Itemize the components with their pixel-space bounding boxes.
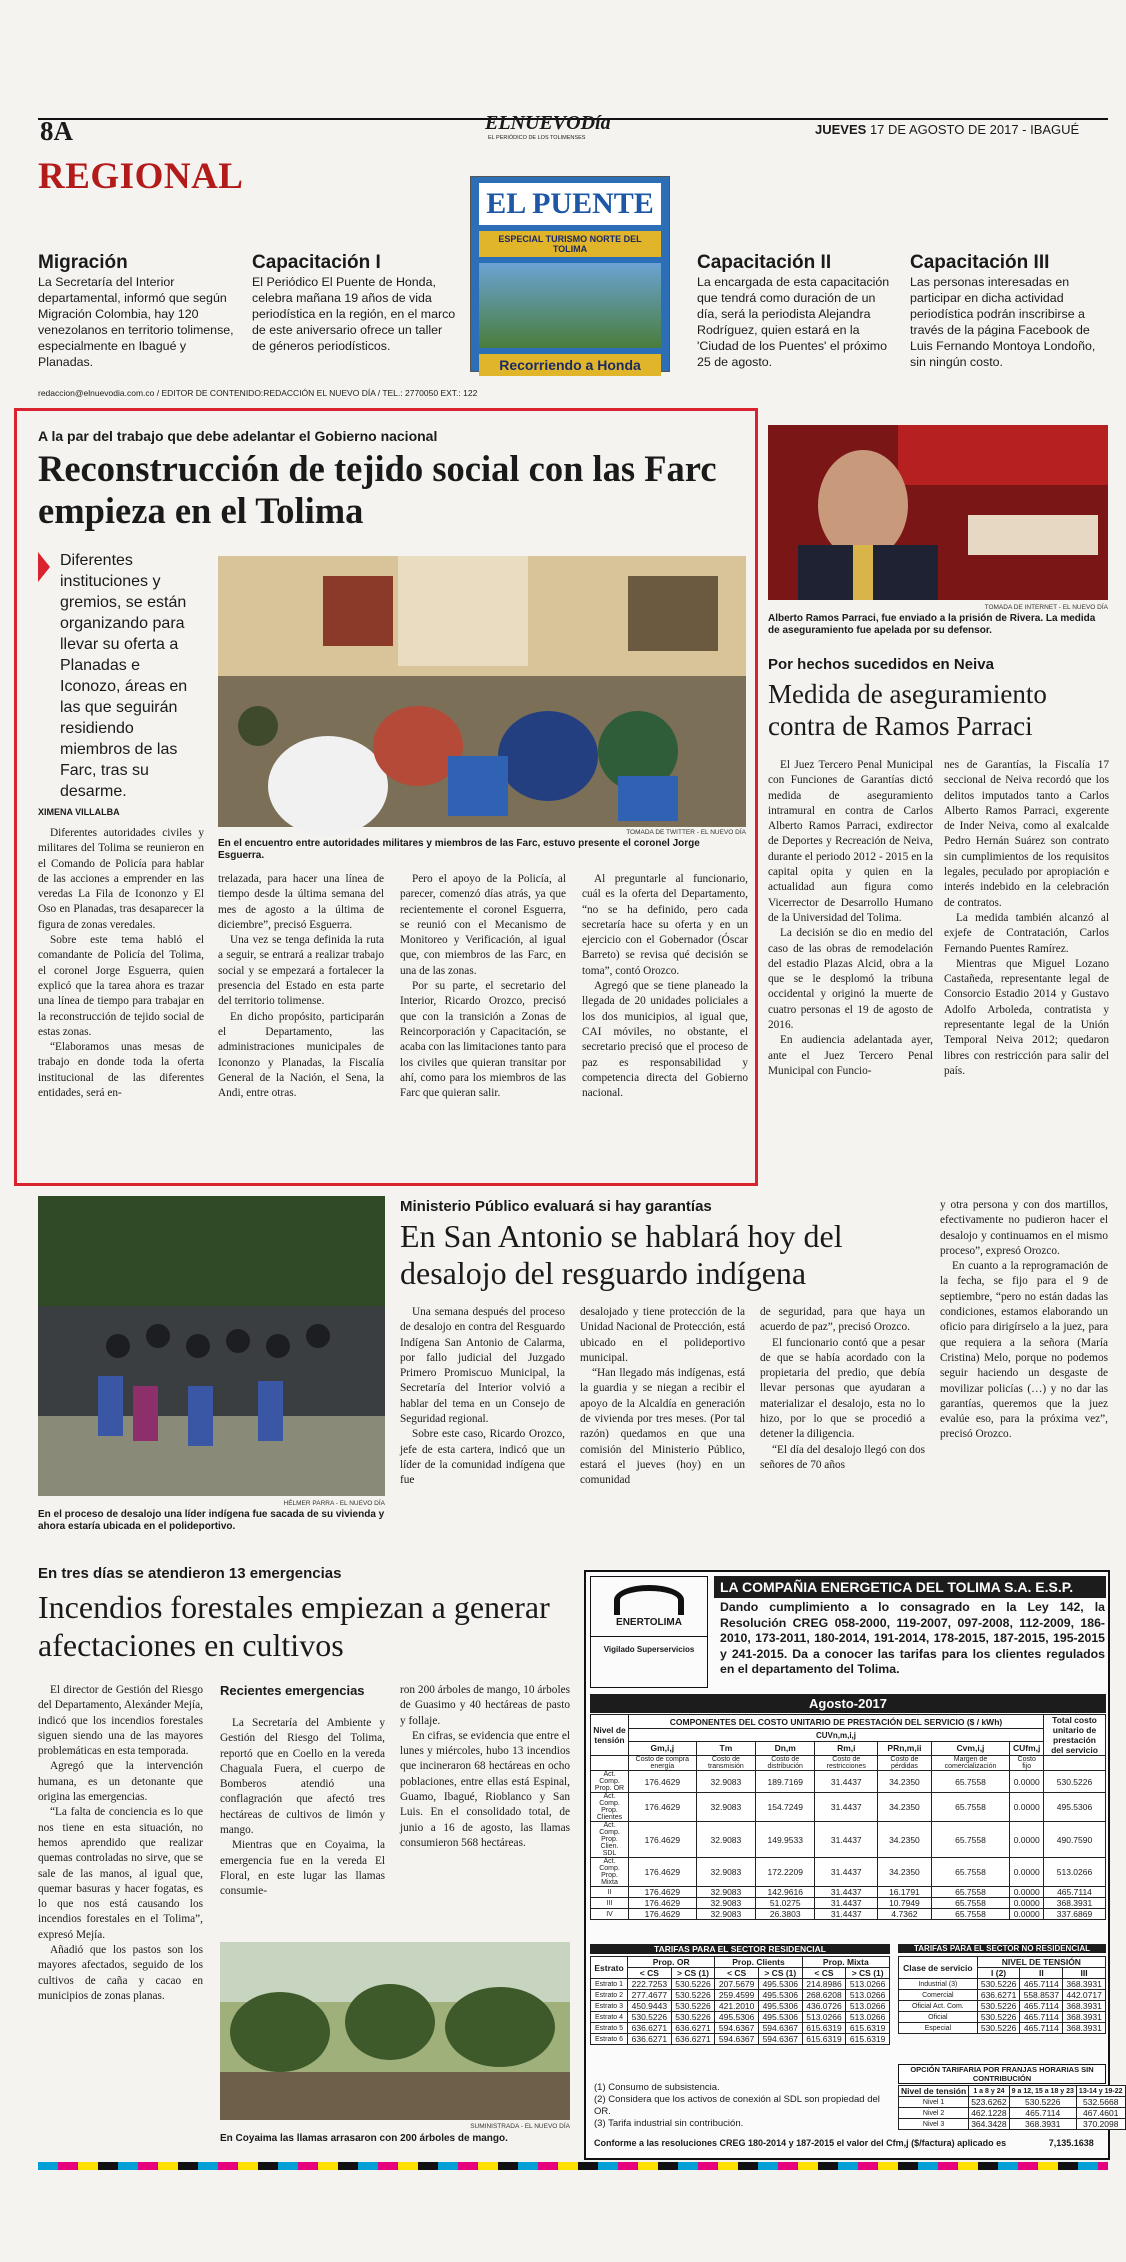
table-row — [899, 2001, 1106, 2012]
contact-line: redaccion@elnuevodia.com.co / EDITOR DE CONTENIDO:REDACCIÓN EL NUEVO DÍA / TEL.: 2770050 EXT.: 122 — [38, 388, 478, 398]
main-caption: En el encuentro entre autoridades militares y miembros de las Farc, estuvo presente el coronel Jorge Esguerra. — [218, 838, 700, 861]
table-cell: 368.3931 — [1009, 2119, 1076, 2130]
table-cell: 0.0000 — [1010, 1887, 1044, 1898]
table-cell: 31.4437 — [815, 1887, 878, 1898]
table-cell: 530.5226 — [977, 2023, 1020, 2034]
table-cell: 442.0717 — [1063, 1990, 1106, 2001]
table-cell: 189.7169 — [756, 1771, 815, 1793]
desalojo-col-1: Una semana después del proceso de desalojo en contra del Resguardo Indígena San Antonio de Calarma, por fallo judicial del Juzgado Primero Promiscuo Municipal, la Secretaría del Interior volvió a hablar del tema en un Consejo de Seguridad regional. Sobre este caso, Ricardo Orozco, jefe de esta cartera, indicó que un líder de la comunidad indígena que fue — [400, 1306, 565, 1487]
section-title: REGIONAL — [38, 156, 244, 197]
table-cell: 465.7114 — [1020, 1979, 1063, 1990]
main-lead: Diferentes instituciones y gremios, se están organizando para llevar su oferta a Planadas e Iconozo, áreas en las que seguirán residiendo miembros de las Farc, tras su desarme. — [60, 552, 188, 800]
incendios-col-1: El director de Gestión del Riesgo del Departamento, Alexánder Mejía, indicó que los incendios forestales siguen siendo una de las mayores problemáticas en esta temporada. Agregó que la intervención humana, es un detonante que origina las emergencias. “La falta de conciencia es lo que nos tiene en esta situación, no hemos aprendido que realizar quemas controladas no sirve, que se sale de las manos, al igual que, quemar basuras y hacer fogatas, es lo que nos está causando los incendios forestales en el Tolima”, expresó Mejía. Añadió que los pastos son los mayores afectados, seguido de los cultivos de caña y cacao en municipios de zonas planas. — [38, 1684, 203, 2002]
table-cell: 594.6367 — [758, 2023, 802, 2034]
res-title: TARIFAS PARA EL SECTOR RESIDENCIAL — [590, 1944, 890, 1954]
table-cell: 0.0000 — [1010, 1793, 1044, 1822]
table-row — [591, 1858, 1106, 1887]
table-cell: 176.4629 — [629, 1771, 697, 1793]
table-cell: 436.0726 — [802, 2001, 846, 2012]
table-cell: 31.4437 — [815, 1898, 878, 1909]
table-cell: Industrial (3) — [899, 1979, 978, 1990]
incendios-col-2: La Secretaría del Ambiente y Gestión del Riesgo del Tolima, reportó que en Coello en la vereda Chaguala Fuera, el cuerpo de Bomberos atendió una conflagración que afectó tres hectáreas de cultivos de limón y mango. Mientras que en Coyaima, la emergencia fue en la vereda El Floral, en este lugar las llamas consumie- — [220, 1717, 385, 1898]
table-cell: 532.5668 — [1076, 2097, 1125, 2108]
table-cell: Estrato 2 — [591, 1990, 628, 2001]
table-cell: 594.6367 — [715, 2023, 759, 2034]
brief-capacitacion-1: Capacitación I El Periódico El Puente de Honda, celebra mañana 19 años de vida periodística en la región, en el marco de este aniversario ofrece un taller de géneros periodísticos. — [252, 252, 456, 353]
main-headline: Reconstrucción de tejido social con las Farc empieza en el Tolima — [38, 448, 717, 531]
desalojo-photo — [38, 1196, 385, 1496]
table-cell: 31.4437 — [815, 1858, 878, 1887]
table-cell: 31.4437 — [815, 1793, 878, 1822]
table-cell: 0.0000 — [1010, 1909, 1044, 1920]
table-cell: 65.7558 — [931, 1909, 1010, 1920]
table-cell: 465.7114 — [1009, 2108, 1076, 2119]
table-row — [899, 1990, 1106, 2001]
table-row — [591, 1979, 890, 1990]
parraci-photo-credit: TOMADA DE INTERNET - EL NUEVO DÍA — [984, 604, 1108, 611]
table-row — [899, 2023, 1106, 2034]
page-number: 8A — [40, 116, 73, 146]
table-cell: 0.0000 — [1010, 1822, 1044, 1858]
masthead-tagline: EL PERIÓDICO DE LOS TOLIMENSES — [488, 135, 586, 141]
table-cell: II — [591, 1887, 629, 1898]
horaria-title: OPCIÓN TARIFARIA POR FRANJAS HORARIAS SIN CONTRIBUCIÓN — [898, 2064, 1106, 2084]
table-cell: Act. Comp. Prop. Clientes — [591, 1793, 629, 1822]
header-date: JUEVES 17 DE AGOSTO DE 2017 - IBAGUÉ — [815, 122, 1080, 137]
parraci-col-2: nes de Garantías, la Fiscalía 17 seccional de Neiva recordó que los delitos imputados tanto a Carlos Alberto Ramos Parraci, exgerente de Inder Neiva, como al exalcalde Pedro Hernán Suárez son contrato sin cumplimientos de los requisitos legales, peculado por apropiación e interés indebido en la celebración de contratos. La medida también alcanzó al exjefe de Contratación, Carlos Fernando Puentes Ramírez. Mientras que Miguel Lozano Castañeda, representante legal de Consorcio Estadio 2014 y Gustavo Adolfo Arboleda, contratista y representante legal de la Unión Temporal Neiva 2012; quedaron libres con restricción para salir del país. — [944, 759, 1109, 1077]
table-row — [591, 2034, 890, 2045]
nres-title: TARIFAS PARA EL SECTOR NO RESIDENCIAL — [898, 1944, 1106, 1953]
table-cell: 32.9083 — [696, 1858, 756, 1887]
table-cell: 495.5306 — [758, 1979, 802, 1990]
table-cell: 530.5226 — [671, 2012, 715, 2023]
main-byline: XIMENA VILLALBA — [38, 807, 120, 817]
ad-month: Agosto-2017 — [590, 1694, 1106, 1713]
table-cell: Estrato 6 — [591, 2034, 628, 2045]
table-cell: 530.5226 — [671, 2001, 715, 2012]
table-cell: 176.4629 — [629, 1858, 697, 1887]
table-cell: 513.0266 — [846, 2001, 890, 2012]
table-cell: 65.7558 — [931, 1822, 1010, 1858]
table-cell: 149.9533 — [756, 1822, 815, 1858]
table-cell: 65.7558 — [931, 1887, 1010, 1898]
enertolima-ad — [584, 1570, 1123, 2160]
table-cell: 530.5226 — [977, 2012, 1020, 2023]
main-col-2: trelazada, para hacer una línea de tiempo desde la última semana del mes de agosto a la última de diciembre”, precisó Esguerra. Una vez se tenga definida la ruta a seguir, se entrará a realizar trabajo social y se empezará a fortalecer la presencia del Estado en esta parte del territorio tolimense. En dicho propósito, participarán el Departamento, las administraciones municipales de Icononzo y Planadas, la Fiscalía General de la Nación, el Sena, la Andi, entre otras. — [218, 873, 384, 1100]
main-col-3: Pero el apoyo de la Policía, al parecer, comenzó días atrás, ya que recientemente el coronel Esguerra, se reunió con el Mecanismo de Monitoreo y Verificación, al igual que, con miembros de las Farc, en una de las zonas. Por su parte, el secretario del Interior, Ricardo Orozco, precisó que con la transición a Zonas de Reincorporación y Capacitación, se acaba con las limitaciones tanto para los civiles que quieran transitar por ahí, como para los miembros de las Farc que quieran salir. — [400, 873, 566, 1100]
table-cell: 421.2010 — [715, 2001, 759, 2012]
table-cell: 467.4601 — [1076, 2108, 1125, 2119]
table-cell: 176.4629 — [629, 1898, 697, 1909]
table-cell: 465.7114 — [1044, 1887, 1106, 1898]
parraci-photo — [768, 425, 1108, 600]
desalojo-col-2: desalojado y tiene protección de la Unidad Nacional de Protección, está ubicado en el polideportivo municipal. “Han llegado más indígenas, está la guardia y se niegan a recibir el apoyo de la Alcaldía en generación de vivienda por tres meses. (Por tal razón) quedamos en que una comisión del Ministerio Público, estará el jueves (hoy) en un comunidad — [580, 1306, 745, 1487]
main-col-1: Diferentes autoridades civiles y militares del Tolima se reunieron en el Comando de Policía para hablar de las acciones a emprender en las veredas La Fila de Icononzo y El Oso en Planadas, tras desaparecer la figura de zonas veredales. Sobre este tema habló el comandante de Policía del Tolima, el coronel Jorge Esguerra, quien explicó que la tarea ahora es trazar una línea de tiempo para trabajar en la reconstrucción de tejido social de estas zonas. “Elaboramos unas mesas de trabajo en donde toda la oferta institucional de las diferentes entidades, será en- — [38, 827, 204, 1100]
table-cell: 34.2350 — [878, 1793, 931, 1822]
table-cell: 495.5306 — [1044, 1793, 1106, 1822]
table-cell: 34.2350 — [878, 1858, 931, 1887]
main-photo-credit: TOMADA DE TWITTER - EL NUEVO DÍA — [626, 829, 746, 836]
table-row — [899, 2012, 1106, 2023]
table-cell: Comercial — [899, 1990, 978, 2001]
table-cell: 513.0266 — [846, 1990, 890, 2001]
incendios-photo-credit: SUMINISTRADA - EL NUEVO DÍA — [470, 2123, 570, 2130]
table-cell: 364.3428 — [969, 2119, 1009, 2130]
table-row — [591, 2023, 890, 2034]
cover-image: EL PUENTE ESPECIAL TURISMO NORTE DEL TOLIMA Recorriendo a Honda — [470, 176, 670, 372]
table-cell: 513.0266 — [1044, 1858, 1106, 1887]
table-row — [591, 1898, 1106, 1909]
table-cell: 615.6319 — [846, 2023, 890, 2034]
table-cell: 368.3931 — [1063, 2001, 1106, 2012]
table-cell: 142.9616 — [756, 1887, 815, 1898]
table-cell: 368.3931 — [1063, 2012, 1106, 2023]
table-cell: 65.7558 — [931, 1898, 1010, 1909]
table-cell: 31.4437 — [815, 1822, 878, 1858]
incendios-subtitle: Recientes emergencias — [220, 1683, 365, 1698]
table-cell: 370.2098 — [1076, 2119, 1125, 2130]
table-cell: 176.4629 — [629, 1822, 697, 1858]
table-row — [591, 1887, 1106, 1898]
table-cell: 495.5306 — [758, 2012, 802, 2023]
table-cell: 490.7590 — [1044, 1822, 1106, 1858]
table-cell: 530.5226 — [1009, 2097, 1076, 2108]
brief-migracion: Migración La Secretaría del Interior departamental, informó que según Migración Colombia, hay 120 venezolanos en territorio tolimense, especialmente en Ibagué y Planadas. — [38, 252, 234, 369]
ad-footer: Conforme a las resoluciones CREG 180-2014 y 187-2015 el valor del Cfm,j ($/factura) aplicado es 7,135.1638 — [594, 2138, 1094, 2148]
table-cell: 222.7253 — [628, 1979, 672, 1990]
table-row — [591, 1771, 1106, 1793]
table-cell: 65.7558 — [931, 1858, 1010, 1887]
table-cell: Nivel 1 — [899, 2097, 969, 2108]
table-cell: 32.9083 — [696, 1793, 756, 1822]
table-cell: 636.6271 — [671, 2023, 715, 2034]
table-cell: 32.9083 — [696, 1771, 756, 1793]
cost-table: Nivel de tensión COMPONENTES DEL COSTO UNITARIO DE PRESTACIÓN DEL SERVICIO ($ / kWh) Total costo unitario de prestación del servicio CUVn,m,i,j Gm,i,j Tm Dn,m Rm,i PRn,m,ii Cvm,i,j CUfm,j Costo de compra energía Costo de transmisión Costo de distribución Costo de restricciones Costo de pérdidas Margen de comercialización Costo fijo Act. Comp. Prop. OR 176.4629 32.9083 189.7169 31.4437 34.2350 65.7558 0.0000 530.5226 Act. Comp. Prop. Clientes 176.4629 32.9083 154.7249 31.4437 34.2350 65.7558 0.0000 495.5306 Act. Comp. Prop. Clien. SDL 176.4629 32.9083 149.9533 31.4437 34.2350 65.7558 0.0000 490.7590 Act. Comp. Prop. Mixta 176.4629 32.9083 172.2209 31.4437 34.2350 65.7558 0.0000 513.0266 II 176.4629 32.9083 142.9616 31.4437 16.1791 65.7558 0.0000 465.7114 III 176.4629 32.9083 51.0275 31.4437 10.7949 65.7558 0.0000 368.3931 IV 176.4629 32.9083 26.3803 31.4437 4.7362 65.7558 0.0000 337.6869 — [590, 1714, 1106, 1920]
table-cell: 558.8537 — [1020, 1990, 1063, 2001]
table-cell: 615.6319 — [802, 2034, 846, 2045]
table-cell: Oficial Act. Com. — [899, 2001, 978, 2012]
table-cell: 34.2350 — [878, 1771, 931, 1793]
table-cell: 513.0266 — [802, 2012, 846, 2023]
table-row — [591, 1909, 1106, 1920]
table-cell: 268.6208 — [802, 1990, 846, 2001]
table-cell: 176.4629 — [629, 1887, 697, 1898]
table-row — [899, 2108, 1126, 2119]
table-cell: 65.7558 — [931, 1771, 1010, 1793]
table-cell: Act. Comp. Prop. OR — [591, 1771, 629, 1793]
table-cell: 530.5226 — [671, 1979, 715, 1990]
table-cell: 495.5306 — [758, 1990, 802, 2001]
incendios-headline: Incendios forestales empiezan a generar afectaciones en cultivos — [38, 1589, 550, 1663]
table-cell: 530.5226 — [628, 2012, 672, 2023]
table-cell: 0.0000 — [1010, 1771, 1044, 1793]
table-cell: 176.4629 — [629, 1793, 697, 1822]
table-cell: 154.7249 — [756, 1793, 815, 1822]
table-cell: 523.6262 — [969, 2097, 1009, 2108]
table-row — [899, 2097, 1126, 2108]
incendios-photo — [220, 1942, 570, 2120]
parraci-kicker: Por hechos sucedidos en Neiva — [768, 656, 994, 673]
table-cell: 65.7558 — [931, 1793, 1010, 1822]
table-cell: 465.7114 — [1020, 2023, 1063, 2034]
desalojo-photo-credit: HÉLMER PARRA - EL NUEVO DÍA — [283, 1500, 385, 1507]
incendios-caption: En Coyaima las llamas arrasaron con 200 árboles de mango. — [220, 2133, 508, 2144]
table-cell: 495.5306 — [758, 2001, 802, 2012]
table-cell: 465.7114 — [1020, 2001, 1063, 2012]
table-cell: 368.3931 — [1063, 2023, 1106, 2034]
table-cell: 530.5226 — [977, 2001, 1020, 2012]
desalojo-col-4: y otra persona y con dos martillos, efectivamente no pudieron hacer el desalojo y continuamos en el mismo proceso”, expresó Orozco. En cuanto a la reprogramación de la fecha, se fijo para el 9 de septiembre, “pero no están dadas las condiciones, estamos elaborando un oficio para dirigírselo a la juez, para que requiera a la señora (María Cristina) Melo, porque no podemos seguir haciendo un desgaste de movilizar policías (…) y no dar las garantías, queremos que la juez evalúe eso, para la próxima vez”, precisó Orozco. — [940, 1199, 1108, 1441]
incendios-kicker: En tres días se atendieron 13 emergencias — [38, 1565, 342, 1582]
desalojo-headline: En San Antonio se hablará hoy del desalojo del resguardo indígena — [400, 1218, 843, 1291]
table-cell: 26.3803 — [756, 1909, 815, 1920]
table-cell: 513.0266 — [846, 2012, 890, 2023]
desalojo-caption: En el proceso de desalojo una líder indígena fue sacada de su vivienda y ahora estaría ubicada en el polideportivo. — [38, 1509, 385, 1532]
ad-company: LA COMPAÑIA ENERGETICA DEL TOLIMA S.A. E.S.P. — [714, 1576, 1106, 1598]
table-cell: 530.5226 — [1044, 1771, 1106, 1793]
table-row — [591, 1990, 890, 2001]
table-cell: Especial — [899, 2023, 978, 2034]
table-cell: Act. Comp. Prop. Mixta — [591, 1858, 629, 1887]
table-cell: 176.4629 — [629, 1909, 697, 1920]
table-cell: 530.5226 — [977, 1979, 1020, 1990]
table-cell: 636.6271 — [628, 2034, 672, 2045]
table-cell: 32.9083 — [696, 1822, 756, 1858]
table-row — [591, 1793, 1106, 1822]
main-photo — [218, 556, 746, 827]
table-cell: 465.7114 — [1020, 2012, 1063, 2023]
table-cell: 495.5306 — [715, 2012, 759, 2023]
table-cell: 207.5679 — [715, 1979, 759, 1990]
parraci-headline: Medida de aseguramiento contra de Ramos Parraci — [768, 679, 1047, 741]
table-cell: 259.4599 — [715, 1990, 759, 2001]
table-cell: 636.6271 — [671, 2034, 715, 2045]
table-cell: Estrato 3 — [591, 2001, 628, 2012]
table-cell: 172.2209 — [756, 1858, 815, 1887]
desalojo-col-3: de seguridad, para que haya un acuerdo de paz”, precisó Orozco. El funcionario contó que a pesar de que se había acordado con la propietaria del predio, que debía llevar personas que ayudaran a materializar el desalojo, esta no lo hizo, por lo que se procedió a detener la diligencia. “El día del desalojo llegó con dos señores de 70 años — [760, 1306, 925, 1471]
table-cell: 368.3931 — [1044, 1898, 1106, 1909]
table-cell: Act. Comp. Prop. Clien. SDL — [591, 1822, 629, 1858]
masthead-logo: ELNUEVODía — [485, 112, 611, 134]
table-cell: 462.1228 — [969, 2108, 1009, 2119]
table-cell: 32.9083 — [696, 1898, 756, 1909]
table-cell: 594.6367 — [758, 2034, 802, 2045]
brief-capacitacion-3: Capacitación III Las personas interesadas en participar en dicha actividad periodística podrán inscribirse a través de la página Facebook de Luis Fernando Montoya Londoño, sin ningún costo. — [910, 252, 1096, 369]
main-kicker: A la par del trabajo que debe adelantar el Gobierno nacional — [38, 428, 438, 444]
table-row — [899, 1979, 1106, 1990]
table-cell: 337.6869 — [1044, 1909, 1106, 1920]
incendios-col-3: ron 200 árboles de mango, 10 árboles de Guasimo y 40 hectáreas de pasto y follaje. En cifras, se evidencia que entre el lunes y miércoles, hubo 13 incendios que incineraron 68 hectáreas en ocho poblaciones, entre ellas está Espinal, Guamo, Ibagué, Rioblanco y San Luis. En el consolidado total, de junio a 16 de agosto, las llamas consumieron 568 hectáreas. — [400, 1684, 570, 1849]
main-col-4: Al preguntarle al funcionario, cuál es la oferta del Departamento, “no se ha definido, pero cada secretaría hace su oferta y en un ejercicio con el Gobernador (Óscar Barreto) se revisa qué decisión se toma”, contó Orozco. Agregó que se tiene planeado la llegada de 20 unidades policiales a los dos municipios, al igual que, CAI móviles, no obstante, el secretario precisó que el proceso de paz es responsabilidad y competencia directa del Gobierno nacional. — [582, 873, 748, 1100]
table-row — [899, 2119, 1126, 2130]
table-cell: 450.9443 — [628, 2001, 672, 2012]
parraci-caption: Alberto Ramos Parraci, fue enviado a la prisión de Rivera. La medida de aseguramiento fue apelada por su defensor. — [768, 613, 1096, 636]
table-cell: 31.4437 — [815, 1909, 878, 1920]
table-cell: 530.5226 — [671, 1990, 715, 2001]
table-cell: Oficial — [899, 2012, 978, 2023]
table-cell: 0.0000 — [1010, 1858, 1044, 1887]
table-cell: 594.6367 — [715, 2034, 759, 2045]
table-cell: IV — [591, 1909, 629, 1920]
table-cell: 4.7362 — [878, 1909, 931, 1920]
table-cell: 368.3931 — [1063, 1979, 1106, 1990]
table-cell: 34.2350 — [878, 1822, 931, 1858]
table-cell: 31.4437 — [815, 1771, 878, 1793]
horaria-table: Nivel de tensión 1 a 8 y 24 9 a 12, 15 a 18 y 23 13-14 y 19-22 Nivel 1 523.6262 530.5226 532.5668 Nivel 2 462.1228 465.7114 467.4601 Nivel 3 364.3428 368.3931 370.2098 — [898, 2085, 1126, 2130]
table-cell: 615.6319 — [802, 2023, 846, 2034]
table-cell: Nivel 3 — [899, 2119, 969, 2130]
enertolima-logo: ENERTOLIMA Vigilado Superservicios — [590, 1576, 708, 1688]
table-cell: 51.0275 — [756, 1898, 815, 1909]
table-cell: 32.9083 — [696, 1909, 756, 1920]
table-cell: 636.6271 — [628, 2023, 672, 2034]
table-cell: 16.1791 — [878, 1887, 931, 1898]
ad-notes: (1) Consumo de subsistencia. (2) Considera que los activos de conexión al SDL son propiedad del OR. (3) Tarifa industrial sin contribución. — [594, 2082, 880, 2129]
desalojo-kicker: Ministerio Público evaluará si hay garantías — [400, 1198, 712, 1215]
table-cell: 636.6271 — [977, 1990, 1020, 2001]
table-cell: Estrato 5 — [591, 2023, 628, 2034]
table-cell: 615.6319 — [846, 2034, 890, 2045]
parraci-col-1: El Juez Tercero Penal Municipal con Funciones de Garantías dictó medida de aseguramiento intramural en contra de Carlos Alberto Ramos Parraci, exdirector de Deportes y Recreación de Neiva, durante el periodo 2012 - 2015 en la capital opita y quien en la actualidad aun figura como Vicerrector de Desarrollo Humano de la Universidad del Tolima. La decisión se dio en medio del caso de las obras de remodelación del estadio Plazas Alcid, obra a la que se le desplomó la tribuna occidental y originó la muerte de cuatro personas el 19 de agosto de 2016. En audiencia adelantada ayer, ante el Juez Tercero Penal Municipal con Funcio- — [768, 759, 933, 1077]
print-color-bar — [38, 2162, 1108, 2170]
table-cell: 0.0000 — [1010, 1898, 1044, 1909]
table-cell: Nivel 2 — [899, 2108, 969, 2119]
table-cell: 277.4677 — [628, 1990, 672, 2001]
table-cell: 10.7949 — [878, 1898, 931, 1909]
table-row — [591, 1822, 1106, 1858]
table-row — [591, 2001, 890, 2012]
table-cell: III — [591, 1898, 629, 1909]
brief-capacitacion-2: Capacitación II La encargada de esta capacitación que tendrá como duración de un día, será la periodista Alejandra Rodríguez, quien estará en la 'Ciudad de los Puentes' el próximo 25 de agosto. — [697, 252, 890, 369]
non-residential-table: Clase de servicio NIVEL DE TENSIÓN I (2) II III Industrial (3) 530.5226 465.7114 368.3931 Comercial 636.6271 558.8537 442.0717 Oficial Act. Com. 530.5226 465.7114 368.3931 Oficial 530.5226 465.7114 368.3931 Especial 530.5226 465.7114 368.3931 — [898, 1956, 1106, 2034]
table-cell: 32.9083 — [696, 1887, 756, 1898]
table-cell: Estrato 4 — [591, 2012, 628, 2023]
table-cell: Estrato 1 — [591, 1979, 628, 1990]
table-row — [591, 2012, 890, 2023]
ad-intro: Dando cumplimiento a lo consagrado en la Ley 142, la Resolución CREG 058-2000, 119-2007, 097-2008, 112-2009, 186-2010, 173-2011, 180-2014, 191-2014, 178-2015, 187-2015, 195-2015 y 241-2015. Da a conocer las tarifas para los clientes regulados en el departamento del Tolima. — [720, 1600, 1105, 1676]
table-cell: 214.8986 — [802, 1979, 846, 1990]
table-cell: 513.0266 — [846, 1979, 890, 1990]
residential-table: Estrato Prop. OR Prop. Clients Prop. Mixta < CS > CS (1) < CS > CS (1) < CS > CS (1) Estrato 1 222.7253 530.5226 207.5679 495.5306 214.8986 513.0266 Estrato 2 277.4677 530.5226 259.4599 495.5306 268.6208 513.0266 Estrato 3 450.9443 530.5226 421.2010 495.5306 436.0726 513.0266 Estrato 4 530.5226 530.5226 495.5306 495.5306 513.0266 513.0266 Estrato 5 636.6271 636.6271 594.6367 594.6367 615.6319 615.6319 Estrato 6 636.6271 636.6271 594.6367 594.6367 615.6319 615.6319 — [590, 1956, 890, 2045]
